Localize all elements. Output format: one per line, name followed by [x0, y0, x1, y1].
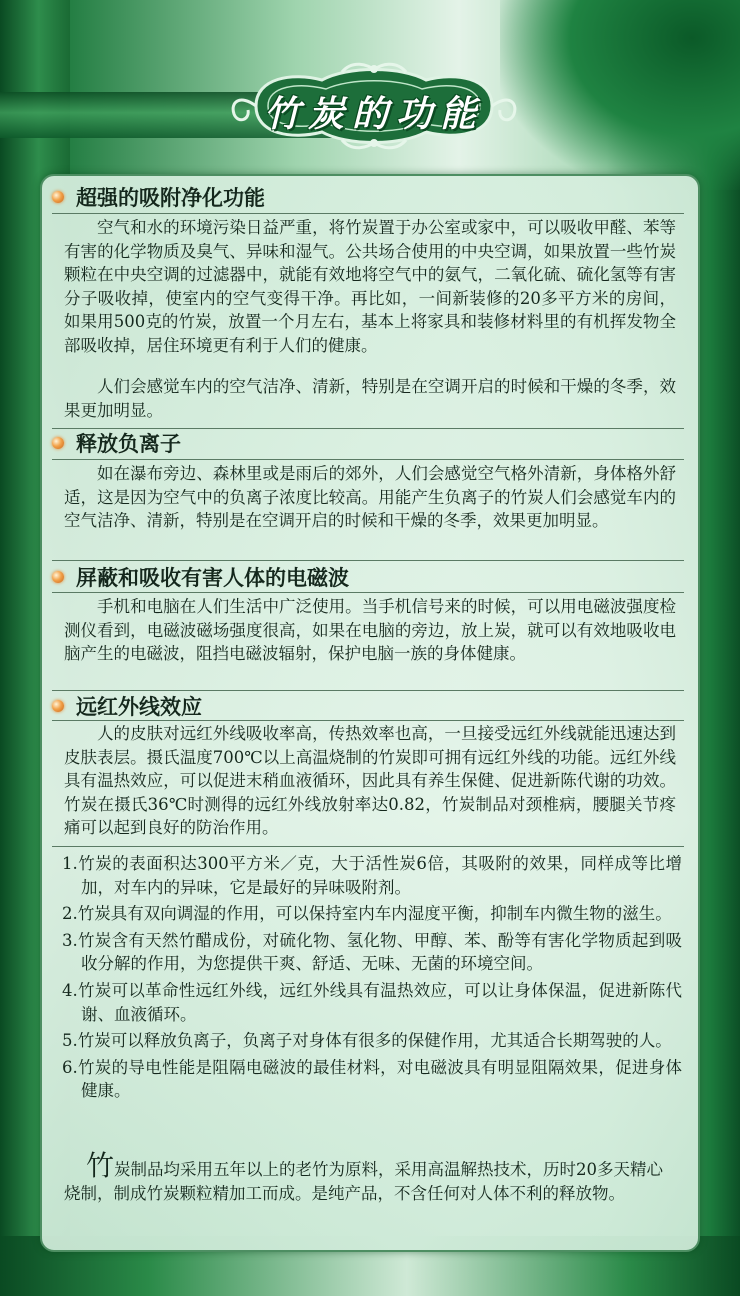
section-heading-label: 释放负离子: [76, 432, 181, 456]
section-paragraph: 如在瀑布旁边、森林里或是雨后的郊外，人们会感觉空气格外清新，身体格外舒适，这是因为空气中的负离子浓度比较高。用能产生负离子的竹炭人们会感觉车内的空气洁净、清新，特别是在空调开启的时候和干燥的冬季，效果更加明显。: [64, 464, 676, 531]
list-item: 2.竹炭具有双向调湿的作用，可以保持室内车内湿度平衡，抑制车内微生物的滋生。: [62, 904, 672, 924]
list-item: 4.竹炭可以革命性远红外线，远红外线具有温热效应，可以让身体保温，促进新陈代谢、血液循环。: [62, 980, 682, 1024]
section-paragraph: 空气和水的环境污染日益严重，将竹炭置于办公室或家中，可以吸收甲醛、苯等有害的化学物质及臭气、异味和湿气。公共场合使用的中央空调，如果放置一些竹炭颗粒在中央空调的过滤器中，就能有效地将空气中的氨气，二氧化硫、硫化氢等有害分子吸收掉，使室内的空气变得干净。再比如，一间新装修的20多平方米的房间，如果用500克的竹炭，放置一个月左右，基本上将家具和装修材料里的有机挥发物全部吸收掉，居住环境更有利于人们的健康。: [64, 218, 676, 355]
section-paragraph: 手机和电脑在人们生活中广泛使用。当手机信号来的时候，可以用电磁波强度检测仪看到，电磁波磁场强度很高，如果在电脑的旁边，放上炭，就可以有效地吸收电脑产生的电磁波，阻挡电磁波辐射，保护电脑一族的身体健康。: [64, 597, 676, 664]
list-item: 1.竹炭的表面积达300平方米／克，大于活性炭6倍，其吸附的效果，同样成等比增加，对车内的异味，它是最好的异味吸附剂。: [62, 854, 682, 897]
section-heading-negative-ions: [52, 428, 684, 458]
section-heading-far-infrared: [52, 691, 684, 721]
closing-text: 炭制品均采用五年以上的老竹为原料，采用高温解热技术，历时20多天精心烧制，制成竹炭颗粒精加工而成。是纯产品，不含任何对人体不利的释放物。: [64, 1160, 664, 1203]
section-heading-adsorption: [52, 182, 684, 212]
orange-dot-icon: [52, 191, 64, 203]
section-heading-emf: [52, 562, 684, 592]
section-divider: [52, 592, 684, 593]
title-banner: [222, 58, 526, 154]
page-title: 竹炭的功能: [263, 94, 484, 135]
closing-paragraph: [64, 1149, 668, 1205]
closing-first-char: 竹: [86, 1149, 115, 1182]
section-divider: [52, 846, 684, 847]
list-item: 6.竹炭的导电性能是阻隔电磁波的最佳材料，对电磁波具有明显阻隔效果，促进身体健康。: [62, 1057, 682, 1101]
section-paragraph: 人们会感觉车内的空气洁净、清新，特别是在空调开启的时候和干燥的冬季，效果更加明显。: [64, 377, 676, 420]
orange-dot-icon: [52, 437, 64, 449]
orange-dot-icon: [52, 571, 64, 583]
list-item: 3.竹炭含有天然竹醋成份，对硫化物、氢化物、甲醇、苯、酚等有害化学物质起到吸收分解的作用，为您提供干爽、舒适、无味、无菌的环境空间。: [62, 930, 682, 974]
list-item: 5.竹炭可以释放负离子，负离子对身体有很多的保健作用，尤其适合长期驾驶的人。: [62, 1031, 672, 1051]
section-heading-label: 超强的吸附净化功能: [76, 186, 265, 210]
orange-dot-icon: [52, 700, 64, 712]
section-heading-label: 屏蔽和吸收有害人体的电磁波: [76, 566, 349, 590]
section-divider: [52, 459, 684, 460]
bamboo-leaf-background: [500, 0, 740, 190]
section-divider: [52, 720, 684, 721]
section-divider: [52, 213, 684, 214]
benefits-list: [62, 852, 682, 1106]
section-paragraph: 人的皮肤对远红外线吸收率高，传热效率也高，一旦接受远红外线就能迅速达到皮肤表层。摄氏温度700℃以上高温烧制的竹炭即可拥有远红外线的功能。远红外线具有温热效应，可以促进末稍血液循环，因此具有养生保健、促进新陈代谢的功效。竹炭在摄氏36℃时测得的远红外线放射率达0.82，竹炭制品对颈椎病，腰腿关节疼痛可以起到良好的防治作用。: [64, 724, 676, 838]
section-heading-label: 远红外线效应: [76, 695, 202, 719]
section-divider: [52, 560, 684, 561]
